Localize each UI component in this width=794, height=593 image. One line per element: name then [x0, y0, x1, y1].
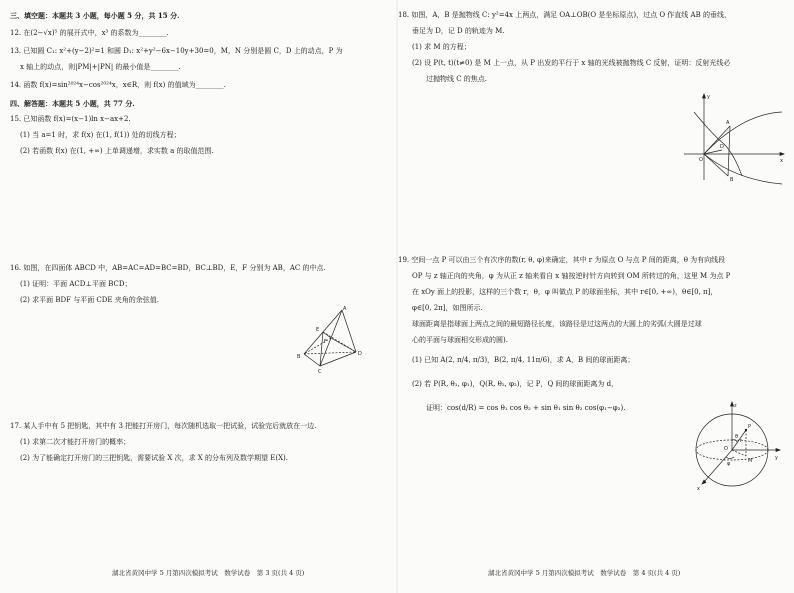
page-4	[398, 0, 794, 593]
question-19-line-4: φ∈[0, 2π]，如图所示.	[412, 304, 483, 312]
question-18-continued: 垂足为 D，记 D 的轨迹为 M.	[412, 27, 505, 35]
question-19-part-2: (2) 若 P(R, θ₁, φ₁)，Q(R, θ₂, φ₂)，记 P，Q 间的球面距离为 d，	[412, 380, 619, 388]
question-12: 12. 在(2−√x)⁵ 的展开式中，x³ 的系数为________.	[10, 29, 169, 37]
section-fill-in-heading: 三、填空题：本题共 3 小题，每小题 5 分，共 15 分.	[10, 11, 180, 20]
sphere-label-m: M	[748, 458, 753, 464]
parabola-label-y: y	[707, 94, 710, 100]
sphere-label-theta: θ	[735, 434, 739, 440]
question-17-part-1: (1) 求第二次才能打开房门的概率；	[20, 438, 131, 446]
parabola-figure	[682, 92, 786, 182]
tetra-label-e: E	[316, 327, 320, 333]
question-19-line-5: 球面距离是指球面上两点之间的最短路径长度，该路径是过这两点的大圆上的劣弧(大圆是过球	[412, 320, 702, 328]
question-19: 19. 空间一点 P 可以由三个有次序的数(r, θ, φ)来确定，其中 r 为原点 O 与点 P 间的距离，θ 为有向线段	[398, 256, 726, 264]
question-13-continued: x 轴上的动点，则|PM|+|PN| 的最小值是________.	[20, 63, 181, 71]
page-3-footer: 湖北省黄冈中学 5 月第四次模拟考试 数学试卷 第 3 页(共 4 页)	[112, 569, 305, 577]
sphere-label-phi: φ	[727, 461, 731, 467]
sphere-label-y: y	[775, 455, 778, 461]
question-19-part-2-proof: 证明：cos(d/R) = cos θ₁ cos θ₂ + sin θ₁ sin θ₂ cos(φ₁−φ₂).	[426, 404, 626, 412]
page-3	[0, 0, 396, 593]
parabola-label-a: A	[726, 120, 730, 126]
question-16: 16. 如图，在四面体 ABCD 中，AB=AC=AD=BC=BD，BC⊥BD，E，F 分别为 AB，AC 的中点.	[10, 264, 326, 272]
question-15-part-1: (1) 当 a=1 时，求 f(x) 在(1, f(1)) 处的切线方程；	[20, 131, 181, 139]
question-19-line-6: 心的平面与球面相交形成的圆).	[412, 336, 508, 344]
question-15-part-2: (2) 若函数 f(x) 在(1, +∞) 上单调递增，求实数 a 的取值范围.	[20, 147, 214, 155]
question-17-part-2: (2) 为了能确定打开房门的三把钥匙，需要试验 X 次，求 X 的分布列及数学期望 E(X).	[20, 454, 289, 462]
question-18-part-2-continued: 过抛物线 C 的焦点.	[426, 75, 488, 83]
parabola-label-b: B	[730, 177, 734, 183]
question-19-line-3: 在 xOy 面上的投影，这样的三个数 r，θ，φ 叫做点 P 的球面坐标，其中 r∈[0, +∞)，θ∈[0, π]，	[412, 288, 718, 296]
question-16-part-1: (1) 证明：平面 ACD⊥平面 BCD；	[20, 280, 132, 288]
sphere-label-r: r	[740, 438, 743, 444]
tetrahedron-figure	[297, 306, 362, 376]
question-19-part-1: (1) 已知 A(2, π/4, π/3)，B(2, π/4, 11π/6)，求 A，B 间的球面距离；	[412, 356, 635, 364]
sphere-label-x: x	[697, 486, 700, 492]
parabola-label-x: x	[780, 158, 783, 164]
question-18-part-2: (2) 设 P(t, t)(t≠0) 是 M 上一点，从 P 出发的平行于 x 轴的光线被抛物线 C 反射，证明：反射光线必	[412, 59, 731, 67]
question-13: 13. 已知圆 C₁: x²+(y−2)²=1 和圆 D₁: x²+y²−6x−10y+30=0，M，N 分别是圆 C，D 上的动点，P 为	[10, 47, 343, 55]
parabola-label-o: O	[699, 157, 703, 163]
sphere-label-z: z	[734, 403, 737, 409]
parabola-label-d: D	[720, 144, 724, 150]
page-4-footer: 湖北省黄冈中学 5 月第四次模拟考试 数学试卷 第 4 页(共 4 页)	[488, 569, 681, 577]
tetra-label-b: B	[297, 354, 301, 360]
tetra-label-a: A	[343, 306, 347, 312]
question-18-part-1: (1) 求 M 的方程；	[412, 43, 471, 51]
sphere-label-p: P	[748, 424, 752, 430]
question-15: 15. 已知函数 f(x)=(x−1)ln x−ax+2.	[10, 115, 131, 123]
tetra-label-c: C	[318, 369, 322, 375]
question-14: 14. 函数 f(x)=sin²⁰²⁴x−cos²⁰²⁴x，x∈R，则 f(x) 的值域为________.	[10, 81, 226, 89]
question-18: 18. 如图，A，B 是抛物线 C: y²=4x 上两点，满足 OA⊥OB(O 是坐标原点)，过点 O 作直线 AB 的垂线，	[398, 11, 731, 19]
sphere-label-o: O	[724, 446, 728, 452]
question-19-line-2: OP 与 z 轴正向的夹角，φ 为从正 z 轴来看自 x 轴按逆时针方向转到 OM 所转过的角，这里 M 为点 P	[412, 272, 731, 280]
tetra-label-d: D	[358, 351, 362, 357]
sphere-figure	[684, 402, 784, 494]
question-16-part-2: (2) 求平面 BDF 与平面 CDE 夹角的余弦值.	[20, 296, 159, 304]
tetra-label-f: F	[324, 339, 327, 345]
question-17: 17. 某人手中有 5 把钥匙，其中有 3 把能打开房门，每次随机选取一把试验，试验完后就放在一边.	[10, 422, 317, 430]
section-solution-heading: 四、解答题：本题共 5 小题，共 77 分.	[10, 99, 135, 108]
